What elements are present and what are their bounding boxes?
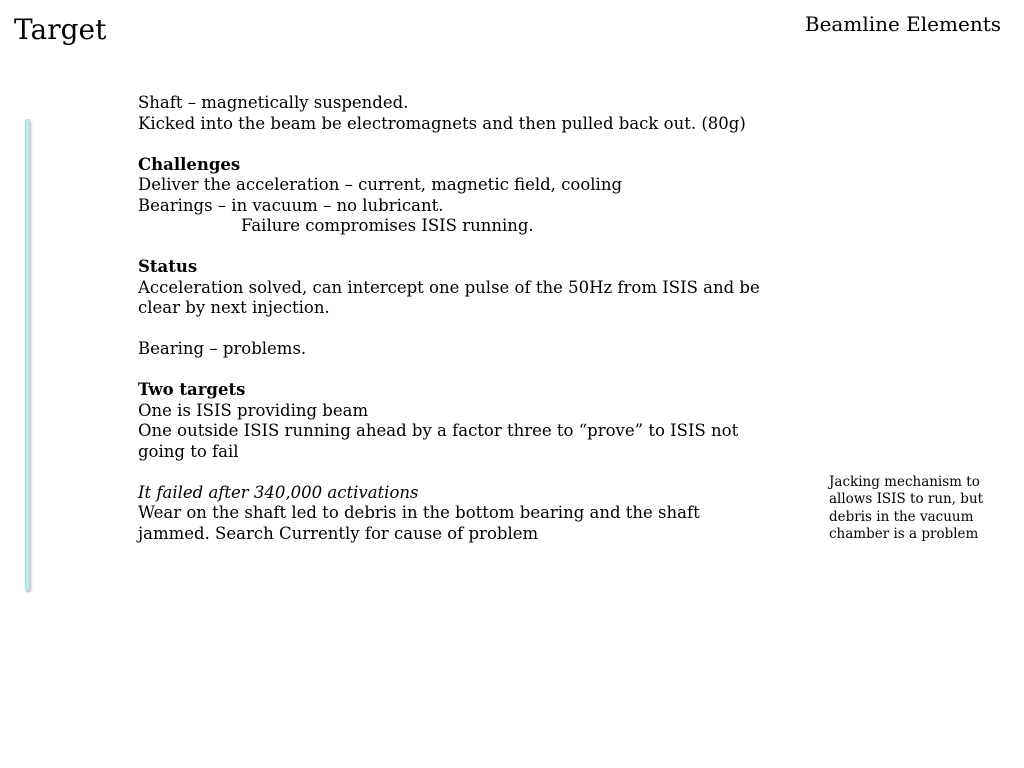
two-targets-heading: Two targets (138, 380, 246, 399)
challenges-heading: Challenges (138, 154, 241, 174)
challenges-indented-line: Failure compromises ISIS running. (241, 216, 534, 235)
two-targets-line: going to fail (138, 441, 239, 461)
failure-line: jammed. Search Currently for cause of problem (138, 523, 539, 543)
challenges-line: Deliver the acceleration – current, magnetic field, cooling (138, 175, 623, 194)
side-note-line: allows ISIS to run, but (829, 491, 984, 508)
side-note (829, 474, 999, 543)
side-note-line: debris in the vacuum (829, 508, 974, 525)
slide-title: Target (14, 13, 107, 46)
challenges-line: Bearings – in vacuum – no lubricant. (138, 195, 444, 215)
section-label: Beamline Elements (804, 12, 1001, 36)
status-line: Acceleration solved, can intercept one pulse of the 50Hz from ISIS and be (138, 277, 760, 297)
accent-bar (25, 119, 30, 590)
intro-line: Shaft – magnetically suspended. (138, 93, 409, 112)
spacer (138, 319, 778, 340)
failure-italic-line: It failed after 340,000 activations (138, 482, 419, 502)
side-note-line: Jacking mechanism to (829, 474, 980, 490)
intro-line: Kicked into the beam be electromagnets and then pulled back out. (80g) (138, 113, 746, 133)
side-note-line: chamber is a problem (829, 525, 979, 542)
two-targets-line: One outside ISIS running ahead by a factor three to “prove” to ISIS not (138, 421, 739, 440)
spacer (138, 134, 778, 155)
body-text (138, 93, 778, 544)
status-line: clear by next injection. (138, 298, 330, 317)
spacer (138, 462, 778, 483)
two-targets-line: One is ISIS providing beam (138, 400, 369, 420)
status-heading: Status (138, 257, 198, 276)
spacer (138, 237, 778, 258)
failure-line: Wear on the shaft led to debris in the bottom bearing and the shaft (138, 503, 700, 522)
bearing-line: Bearing – problems. (138, 339, 307, 358)
spacer (138, 360, 778, 381)
